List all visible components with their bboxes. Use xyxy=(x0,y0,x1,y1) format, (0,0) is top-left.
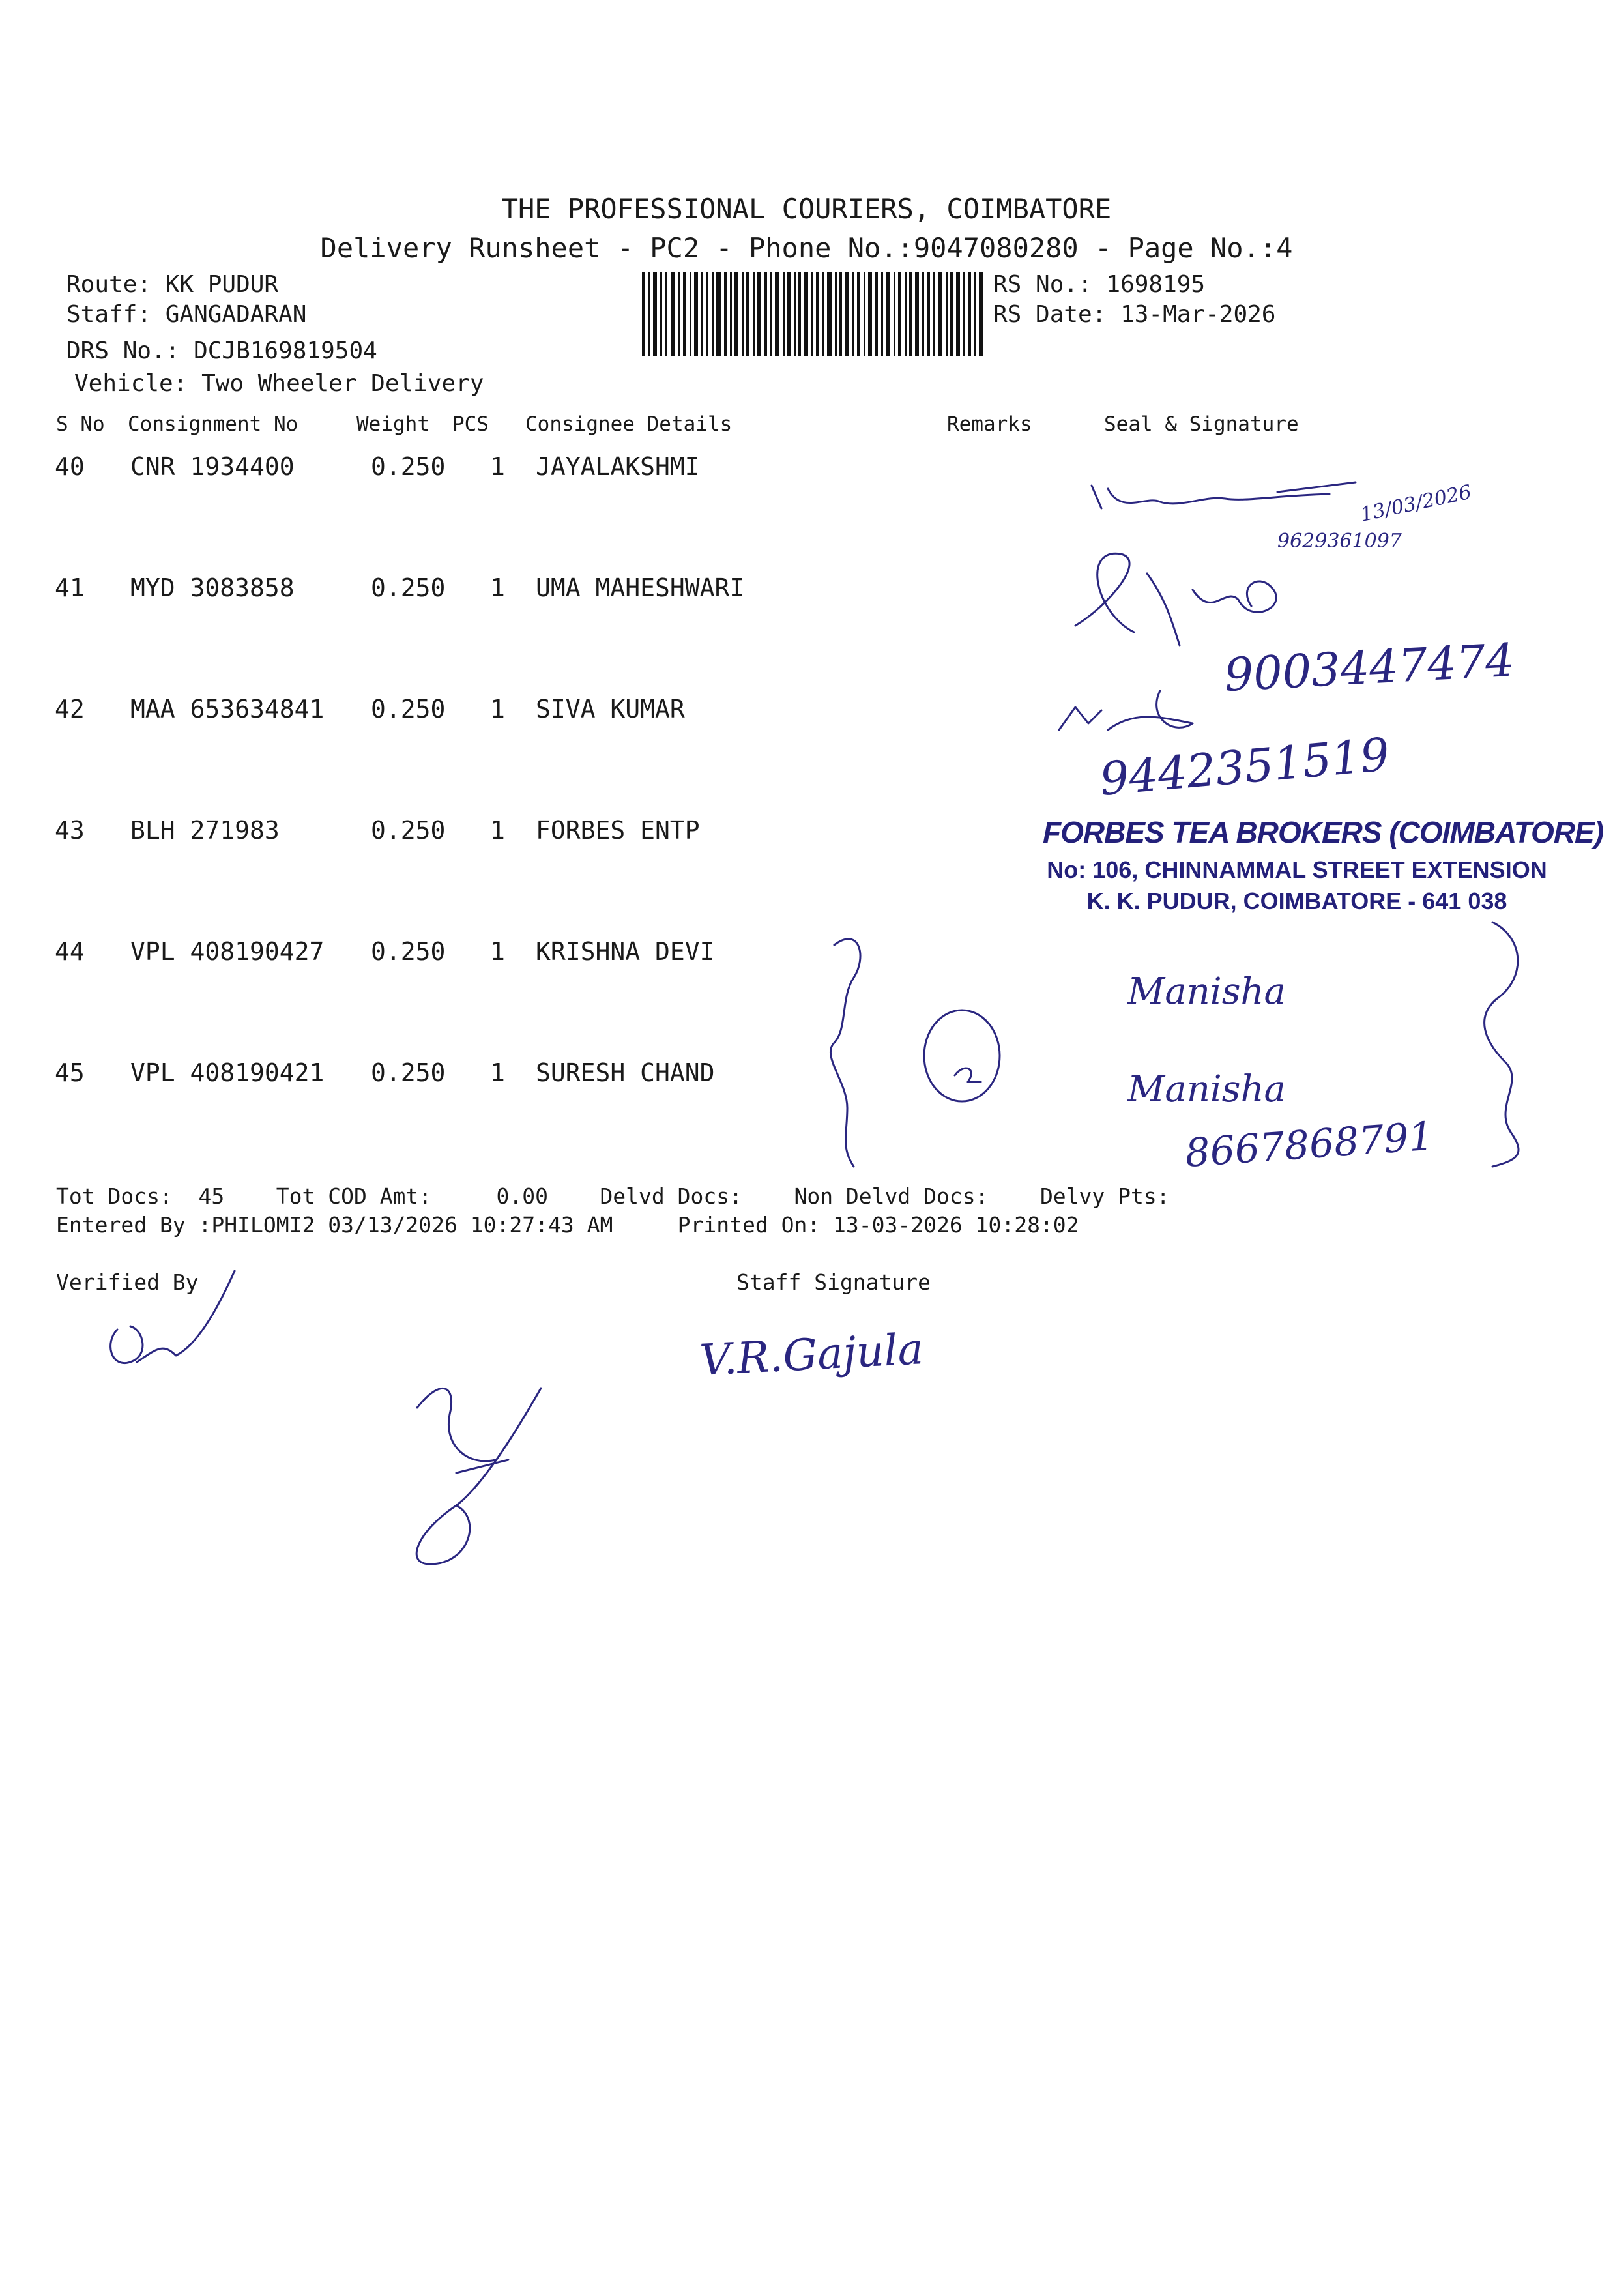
entered-printed-line: Entered By :PHILOMI2 03/13/2026 10:27:43 AM Printed On: 13-03-2026 10:28:02 xyxy=(56,1212,1079,1238)
company-title: THE PROFESSIONAL COURIERS, COIMBATORE xyxy=(501,193,1112,225)
col-remarks: Remarks xyxy=(947,413,1032,436)
row-sno: 40 xyxy=(55,452,85,481)
totals-summary: Tot Docs: 45 Tot COD Amt: 0.00 Delvd Docs: Non Delvd Docs: Delvy Pts: xyxy=(56,1184,1170,1209)
row-consignee: UMA MAHESHWARI xyxy=(536,574,745,602)
drs-number: DRS No.: DCJB169819504 xyxy=(66,338,377,364)
rs-number: RS No.: 1698195 xyxy=(993,271,1206,298)
row-weight: 0.250 xyxy=(371,452,446,481)
verified-by-label: Verified By xyxy=(56,1270,199,1295)
row-consignment: MAA 653634841 xyxy=(130,695,325,723)
signature-row-40 xyxy=(1092,482,1356,508)
col-weight: Weight xyxy=(356,413,429,436)
row-weight: 0.250 xyxy=(371,574,446,602)
phone-2: 9442351519 xyxy=(1097,727,1392,806)
row-pcs: 1 xyxy=(490,937,505,966)
row-weight: 0.250 xyxy=(371,695,446,723)
row-consignment: CNR 1934400 xyxy=(130,452,295,481)
row-consignment: BLH 271983 xyxy=(130,816,280,845)
staff-signature-ink: V.R.Gajula xyxy=(698,1324,925,1386)
row-consignment: VPL 408190421 xyxy=(130,1058,325,1087)
row-consignee: FORBES ENTP xyxy=(536,816,700,845)
staff-label: Staff: GANGADARAN xyxy=(66,301,307,328)
phone-3: 8667868791 xyxy=(1184,1113,1435,1176)
stamp-line-1: FORBES TEA BROKERS (COIMBATORE) xyxy=(1043,815,1604,849)
phone-note: 9629361097 xyxy=(1277,530,1402,553)
stamp-line-2: No: 106, CHINNAMMAL STREET EXTENSION xyxy=(1047,856,1547,883)
col-seal-signature: Seal & Signature xyxy=(1104,413,1299,436)
row-sno: 41 xyxy=(55,574,85,602)
row-consignee: SIVA KUMAR xyxy=(536,695,685,723)
row-weight: 0.250 xyxy=(371,1058,446,1087)
row-pcs: 1 xyxy=(490,816,505,845)
signature-row-41 xyxy=(1075,553,1276,645)
col-pcs: PCS xyxy=(452,413,489,436)
row-pcs: 1 xyxy=(490,695,505,723)
row-consignment: MYD 3083858 xyxy=(130,574,295,602)
brace-left xyxy=(830,939,860,1167)
row-sno: 44 xyxy=(55,937,85,966)
phone-1: 9003447474 xyxy=(1223,633,1516,702)
vehicle-label: Vehicle: Two Wheeler Delivery xyxy=(74,370,484,397)
circle-mark-inner xyxy=(955,1068,981,1082)
row-sno: 42 xyxy=(55,695,85,723)
row-consignee: KRISHNA DEVI xyxy=(536,937,715,966)
row-pcs: 1 xyxy=(490,452,505,481)
circle-mark xyxy=(924,1010,1000,1101)
col-consignee: Consignee Details xyxy=(525,413,733,436)
staff-signature-label: Staff Signature xyxy=(736,1270,931,1295)
name-row-45: Manisha xyxy=(1127,1068,1286,1111)
row-pcs: 1 xyxy=(490,1058,505,1087)
rs-date: RS Date: 13-Mar-2026 xyxy=(993,301,1276,328)
brace-right xyxy=(1485,922,1519,1167)
row-sno: 43 xyxy=(55,816,85,845)
verifier-signature-2 xyxy=(416,1388,541,1564)
row-weight: 0.250 xyxy=(371,816,446,845)
row-sno: 45 xyxy=(55,1058,85,1087)
stamp-line-3: K. K. PUDUR, COIMBATORE - 641 038 xyxy=(1086,888,1507,914)
route-label: Route: KK PUDUR xyxy=(66,271,279,298)
row-weight: 0.250 xyxy=(371,937,446,966)
signature-row-42 xyxy=(1059,691,1193,730)
name-row-44: Manisha xyxy=(1127,970,1286,1013)
row-consignee: JAYALAKSHMI xyxy=(536,452,700,481)
col-consignment: Consignment No xyxy=(128,413,298,436)
row-consignment: VPL 408190427 xyxy=(130,937,325,966)
row-pcs: 1 xyxy=(490,574,505,602)
row-consignee: SURESH CHAND xyxy=(536,1058,715,1087)
col-sno: S No xyxy=(56,413,105,436)
runsheet-subtitle: Delivery Runsheet - PC2 - Phone No.:9047080280 - Page No.:4 xyxy=(320,232,1293,264)
date-note: 13/03/2026 xyxy=(1358,480,1474,527)
